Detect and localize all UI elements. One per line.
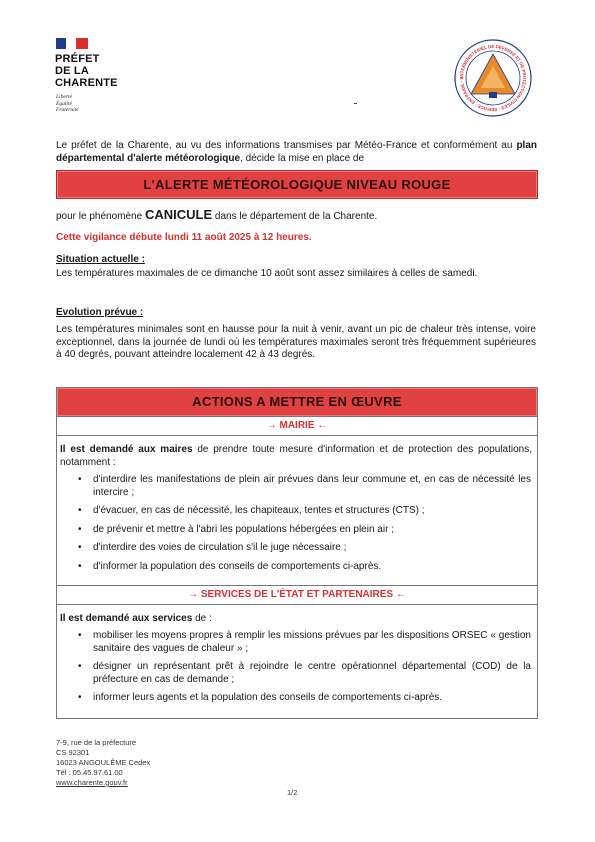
website-link[interactable]: www.charente.gouv.fr bbox=[56, 778, 128, 787]
list-item bbox=[75, 505, 531, 518]
page-number: 1/2 bbox=[287, 788, 298, 797]
bullet-icon: • bbox=[78, 692, 82, 703]
services-intro-bold: Il est demandé aux services bbox=[60, 613, 193, 624]
prefecture-name bbox=[55, 53, 118, 89]
prefecture-address bbox=[56, 738, 150, 788]
bullet-icon: • bbox=[78, 474, 82, 485]
republic-motto bbox=[56, 94, 79, 114]
list-item bbox=[75, 661, 531, 686]
vigilance-start: Cette vigilance débute lundi 11 août 2025 à 12 heures. bbox=[56, 232, 312, 243]
stray-mark bbox=[354, 103, 357, 104]
bullet-icon: • bbox=[78, 542, 82, 553]
motto-egalite: Égalité bbox=[56, 100, 72, 107]
phone-line: Tél : 05.45.97.61.00 bbox=[56, 768, 123, 777]
bullet-icon: • bbox=[78, 630, 82, 641]
list-item-text: mobiliser les moyens propres à remplir les missions prévues par les dispositions ORSEC « gestion sanitaire des vagues de chaleur » ; bbox=[93, 630, 531, 654]
services-intro bbox=[60, 613, 532, 626]
intro-text-1: Le préfet de la Charente, au vu des informations transmises par Météo-France et conformément au bbox=[56, 140, 517, 151]
republic-flag-logo bbox=[56, 38, 88, 49]
phenomenon-post: dans le département de la Charente. bbox=[212, 211, 378, 222]
services-actions-list bbox=[75, 630, 531, 711]
list-item-text: d'évacuer, en cas de nécessité, les chapiteaux, tentes et structures (CTS) ; bbox=[93, 505, 425, 516]
services-intro-rest: de : bbox=[192, 613, 212, 624]
address-line: 16023 ANGOULÊME Cedex bbox=[56, 758, 151, 767]
list-item-text: d'interdire les manifestations de plein air prévues dans leur commune et, en cas de nécessité les intercire ; bbox=[93, 474, 531, 498]
list-item bbox=[75, 561, 531, 574]
prefet-line-1: PRÉFET bbox=[55, 53, 100, 65]
civil-protection-seal-icon bbox=[453, 38, 533, 118]
evolution-heading: Evolution prévue : bbox=[56, 307, 144, 318]
bullet-icon: • bbox=[78, 560, 82, 572]
mairie-actions-list bbox=[75, 474, 531, 579]
alert-level-banner: L'ALERTE MÉTÉOROLOGIQUE NIVEAU ROUGE bbox=[56, 170, 538, 199]
bullet-icon: • bbox=[78, 661, 82, 672]
address-line: 7-9, rue de la préfecture bbox=[56, 738, 137, 747]
intro-text-2: , décide la mise en place de bbox=[240, 152, 365, 164]
list-item bbox=[75, 524, 531, 537]
bullet-icon: • bbox=[78, 505, 82, 516]
prefet-line-3: CHARENTE bbox=[55, 77, 118, 89]
situation-text: Les températures maximales de ce dimanche 10 août sont assez similaires à celles de samedi. bbox=[56, 268, 478, 279]
motto-liberte: Liberté bbox=[56, 94, 72, 100]
phenomenon-name: CANICULE bbox=[144, 207, 213, 222]
list-item bbox=[75, 630, 531, 655]
bullet-icon: • bbox=[78, 523, 82, 535]
intro-plan-name: plan départemental d'alerte météorologique bbox=[56, 140, 537, 164]
svg-text:INTERMINISTÉRIEL DE DÉFENSE ET: INTERMINISTÉRIEL DE DÉFENSE ET DE PROTECTION CIVILES · SERVICE · ENTRAIDE · S bbox=[458, 43, 528, 113]
motto-fraternite: Fraternité bbox=[56, 107, 79, 113]
list-item bbox=[75, 474, 531, 499]
situation-heading: Situation actuelle : bbox=[56, 254, 145, 265]
address-line: CS 92301 bbox=[56, 748, 90, 757]
mairie-heading: → MAIRIE ← bbox=[57, 417, 537, 436]
mairie-intro bbox=[60, 444, 532, 469]
list-item-text: d'interdire des voies de circulation s'il le juge nécessaire ; bbox=[93, 542, 347, 553]
prefet-line-2: DE LA bbox=[55, 65, 89, 77]
actions-title: ACTIONS A METTRE EN ŒUVRE bbox=[57, 388, 537, 417]
list-item bbox=[75, 542, 531, 555]
list-item-text: désigner un représentant prêt à rejoindre le centre opérationnel départemental (COD) de la préfecture en cas de demande ; bbox=[93, 661, 531, 685]
list-item bbox=[75, 692, 531, 705]
services-heading: → SERVICES DE L'ÉTAT ET PARTENAIRES ← bbox=[57, 585, 537, 605]
mairie-intro-bold: Il est demandé aux maires bbox=[60, 444, 193, 455]
list-item-text: informer leurs agents et la population des conseils de comportements ci-après. bbox=[93, 692, 443, 703]
list-item-text: de prévenir et mettre à l'abri les populations hébergées en plein air ; bbox=[93, 523, 394, 535]
evolution-text: Les températures minimales sont en hausse pour la nuit à venir, avant un pic de chaleur très intense, voire exceptionnel, dans la journée de lundi où les températures maximales seront très fréquemment supérieures à 40 degrés, pouvant atteindre localement 42 à 43 degrés. bbox=[56, 324, 536, 360]
phenomenon-pre: pour le phénomène bbox=[56, 211, 145, 222]
list-item-text: d'informer la population des conseils de comportements ci-après. bbox=[93, 560, 382, 572]
phenomenon-line bbox=[56, 207, 377, 222]
mairie-intro-rest: de prendre toute mesure d'information et de protection des populations, notamment : bbox=[60, 444, 532, 468]
intro-paragraph bbox=[56, 140, 537, 165]
